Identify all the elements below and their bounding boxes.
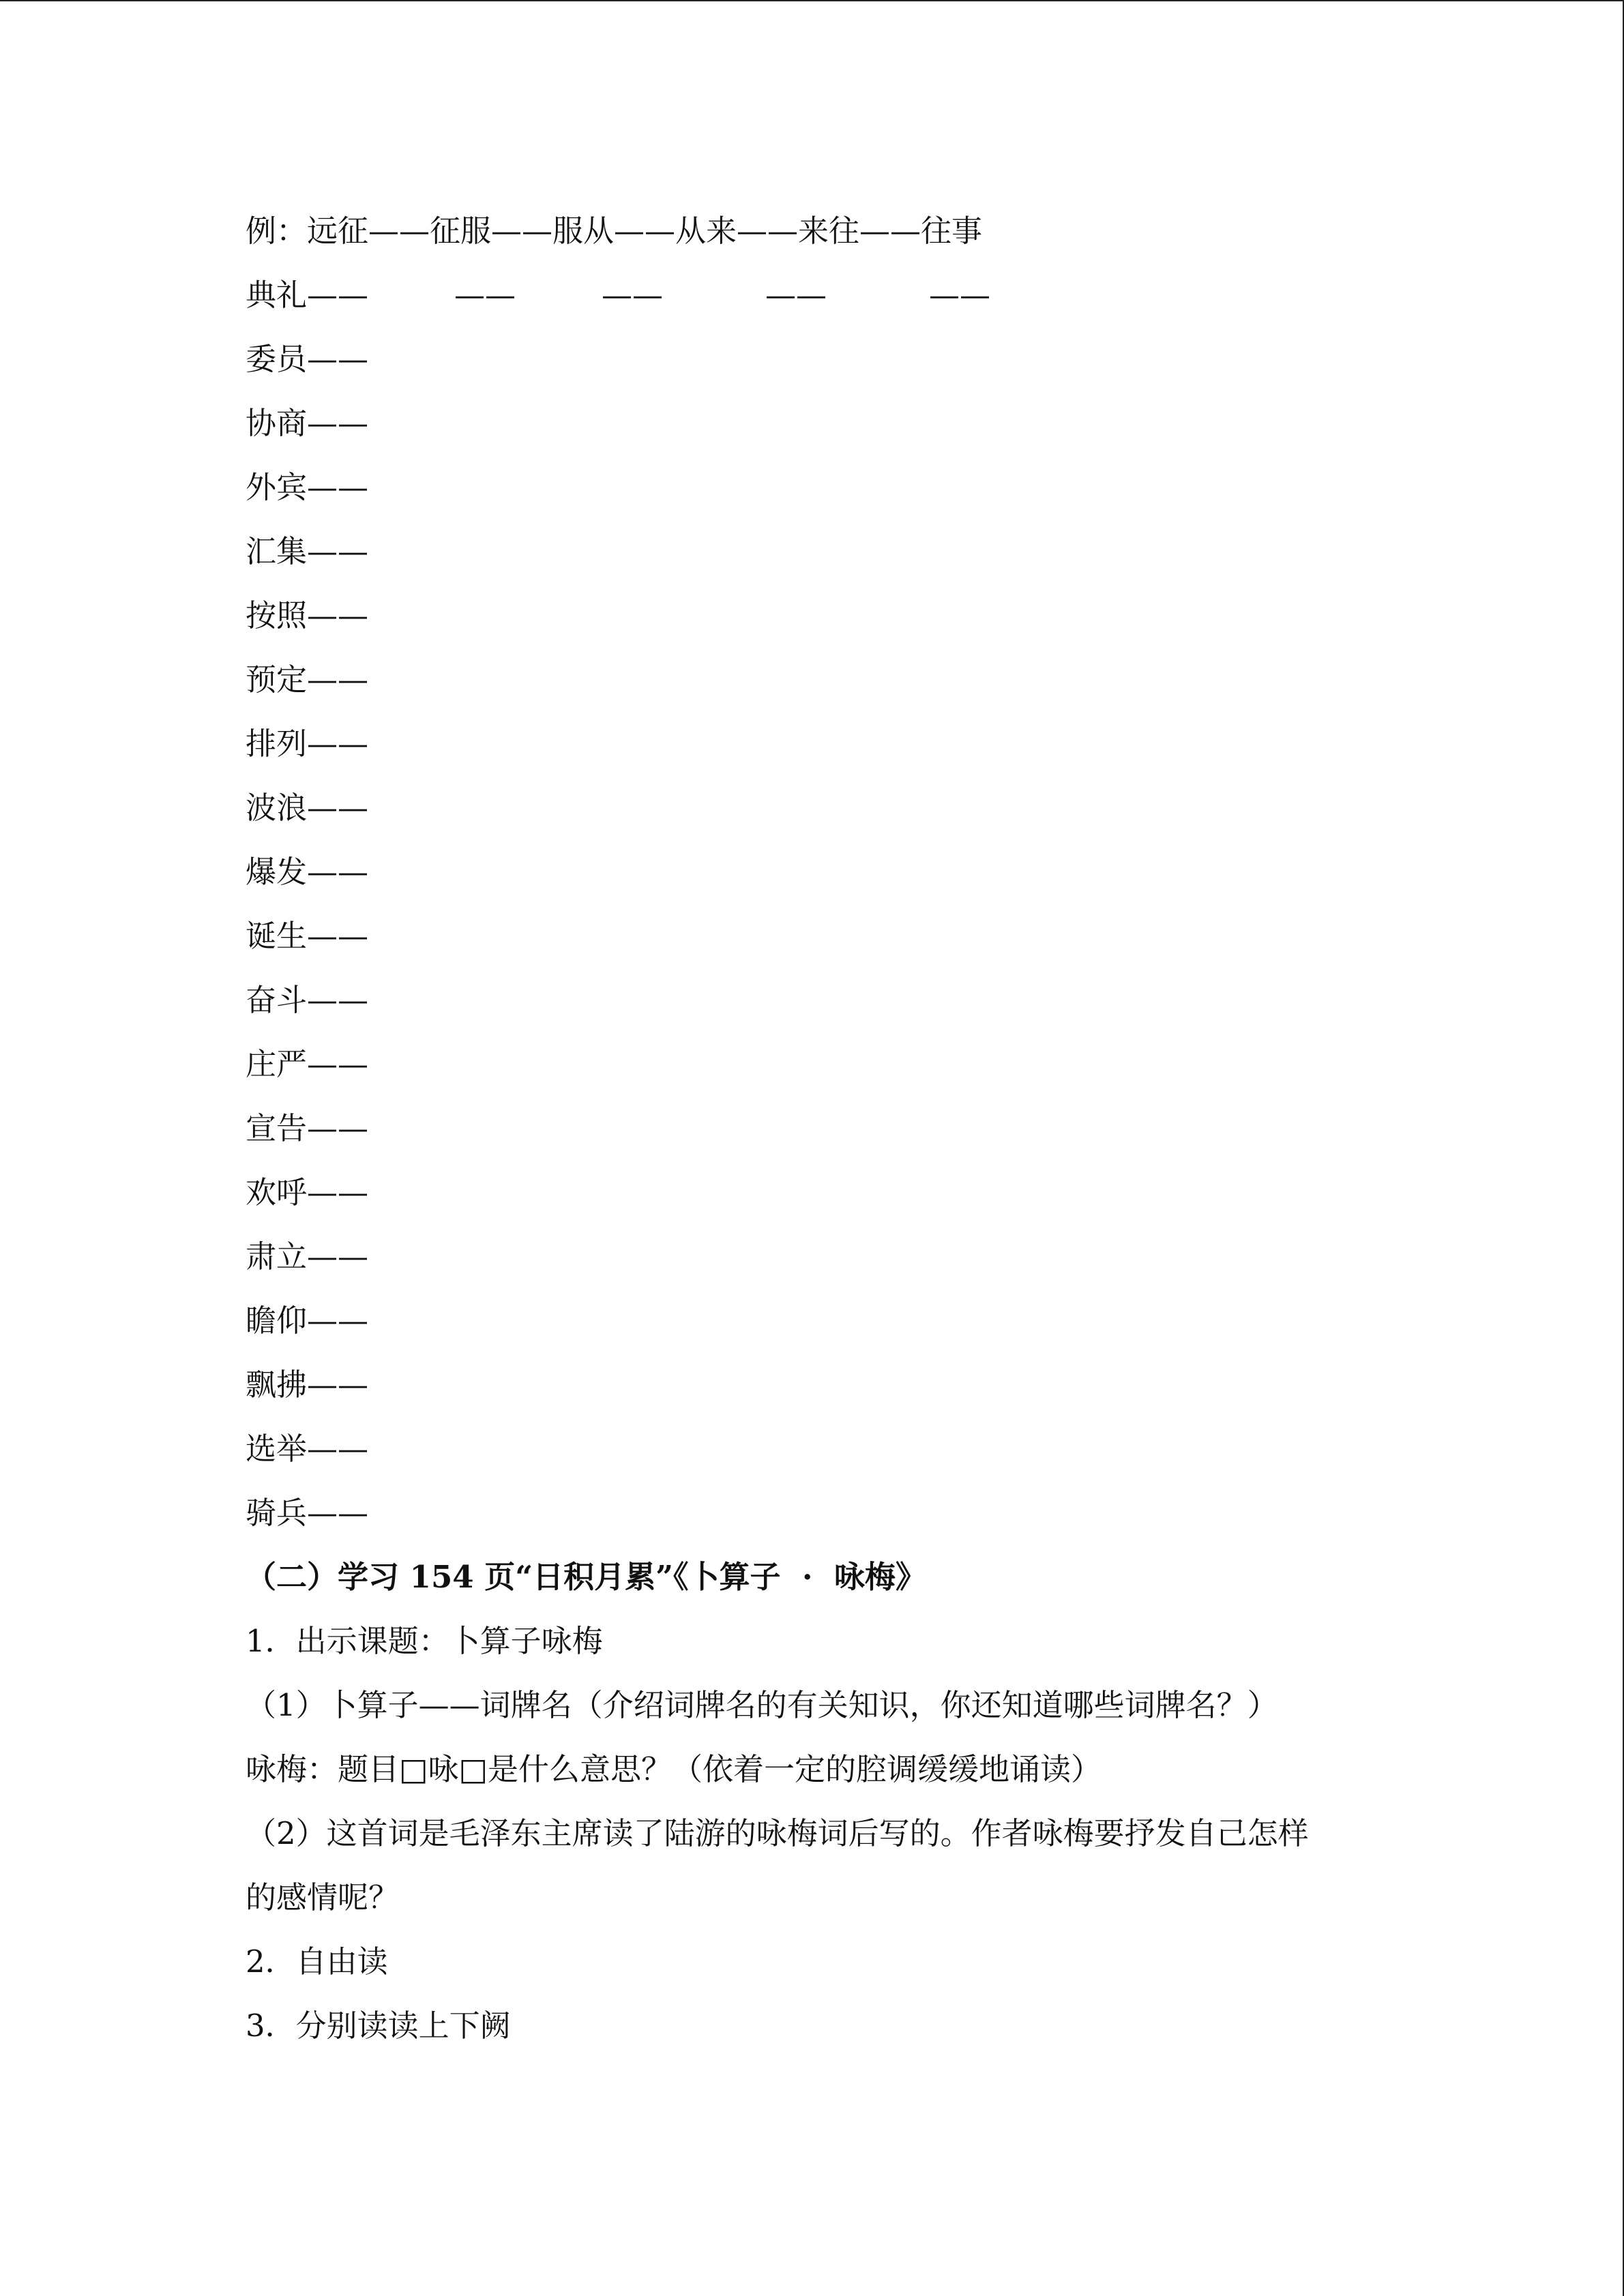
word-line: 波浪—— xyxy=(246,790,369,826)
word-line: 委员—— xyxy=(246,341,369,377)
lesson-step: 1．出示课题：卜算子咏梅 xyxy=(246,1623,603,1659)
lesson-step: 的感情呢？ xyxy=(246,1879,400,1915)
document-body xyxy=(246,199,1405,2058)
word-line: 预定—— xyxy=(246,661,369,698)
chain-blank: —— xyxy=(602,277,663,313)
example-line: 例：远征——征服——服从——从来——来往——往事 xyxy=(246,213,983,249)
word-line: 外宾—— xyxy=(246,469,369,505)
word-chain-row xyxy=(246,263,1405,327)
word-line: 欢呼—— xyxy=(246,1174,369,1210)
word-line: 肃立—— xyxy=(246,1238,369,1274)
chain-blank: —— xyxy=(454,277,516,313)
word-line: 宣告—— xyxy=(246,1110,369,1146)
word-line: 庄严—— xyxy=(246,1046,369,1082)
word-line: 汇集—— xyxy=(246,533,369,569)
lesson-step: 3．分别读读上下阙 xyxy=(246,2008,511,2044)
lesson-step: （2）这首词是毛泽东主席读了陆游的咏梅词后写的。作者咏梅要抒发自己怎样 xyxy=(246,1815,1309,1851)
word-line: 选举—— xyxy=(246,1431,369,1467)
lesson-step: （1）卜算子——词牌名（介绍词牌名的有关知识，你还知道哪些词牌名？） xyxy=(246,1687,1278,1723)
word-line: 协商—— xyxy=(246,405,369,441)
lesson-step: 咏梅：题目□咏□是什么意思？（依着一定的腔调缓缓地诵读） xyxy=(246,1751,1102,1787)
word-line: 瞻仰—— xyxy=(246,1302,369,1339)
word-line: 奋斗—— xyxy=(246,982,369,1018)
word-line: 诞生—— xyxy=(246,918,369,954)
word-line: 按照—— xyxy=(246,597,369,633)
lesson-step: 2．自由读 xyxy=(246,1943,388,1980)
word-line: 骑兵—— xyxy=(246,1495,369,1531)
section-heading: （二）学习 154 页“日积月累”《卜算子 · 咏梅》 xyxy=(246,1559,926,1595)
word-line: 爆发—— xyxy=(246,854,369,890)
chain-start-word: 典礼—— xyxy=(246,277,369,313)
word-line: 排列—— xyxy=(246,726,369,762)
chain-blank: —— xyxy=(929,277,990,313)
word-line: 飘拂—— xyxy=(246,1367,369,1403)
chain-blank: —— xyxy=(765,277,827,313)
